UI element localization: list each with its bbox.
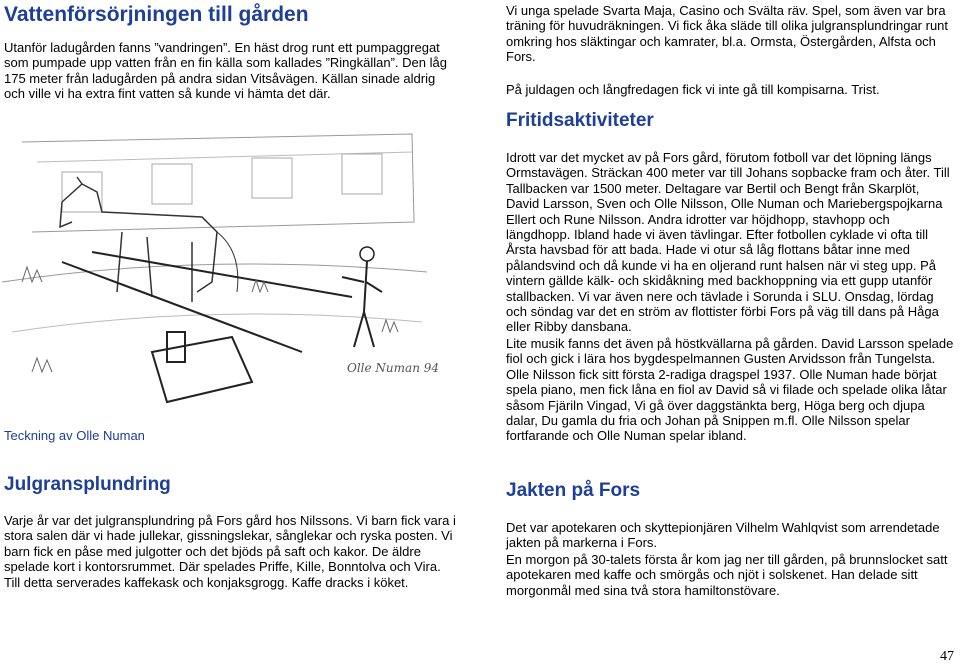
water-supply-text: Utanför ladugården fanns ”vandringen”. En häst drog runt ett pumpaggregat som pumpade upp vatten från en fin källa som kallades ”Ringkällan”. Den låg 175 meter från ladugården på andra sidan Vitsåvägen. Källan sinade aldrig och ville vi ha extra fint vatten så kunde vi hämta det där. [4, 40, 447, 102]
holiday-text: På juldagen och långfredagen fick vi inte gå till kompisarna. Trist. [506, 82, 880, 97]
christmas-party-heading: Julgransplundring [4, 474, 171, 495]
hunting-heading: Jakten på Fors [506, 480, 641, 501]
leisure-text: Idrott var det mycket av på Fors gård, förutom fotboll var det löpning längs Ormstavägen. Sträckan 400 meter var till Johans sopbacke fram och åter. Till Tallbacken var 1500 meter. Deltagare var Bertil och Bengt från Skarplöt, David Larsson, Sven och Olle Nilsson, Olle Numan och Mariebergspojkarna Ellert och Rune Nilsson. Andra idrotter var höjdhopp, stavhopp och längdhopp. Ibland hade vi även tävlingar. Efter fotbollen cyklade vi ofta till Årsta havsbad för att bada. Hade vi otur så låg flottans båtar inne med pålandsvind och då kunde vi ha en oljerand runt halsen när vi steg upp. På vintern gällde kälk- och skidåkning med backhoppning via ett gupp utanför stallbacken. Vi var även nere och tävlade i Sorunda i SLU. Onsdag, lördag och söndag var det en ström av flottister förbi Fors på väg till dans på Håga eller Ribby dansbana. [506, 150, 950, 335]
horse-pump-drawing [2, 132, 440, 422]
hunting-text-1: Det var apotekaren och skyttepionjären Vilhelm Wahlqvist som arrendetade jakten på markerna i Fors. [506, 520, 940, 551]
music-text: Lite musik fanns det även på höstkvällarna på gården. David Larsson spelade fiol och gick i lära hos bygdespelmannen Gusten Arvidsson från Tungelsta. Olle Nilsson fick sitt första 2-radiga dragspel 1937. Olle Numan hade börjat spela piano, men fick låna en fiol av David så vi filade och spelade olika låtar såsom Fjäriln Vingad, Vi gå över daggstänkta berg, Höga berg och djupa dalar, Du gamla du fria och Johan på Snippen m.fl. Olle Nilsson spelar fortfarande och Olle Numan spelar ibland. [506, 336, 954, 444]
hunting-text-2: En morgon på 30-talets första år kom jag ner till gården, på brunnslocket satt apotekaren med kaffe och smörgås och njöt i solskenet. Han delade sitt morgonmål med sina två stora hamiltonstövare. [506, 552, 948, 598]
page-title: Vattenförsörjningen till gården [4, 3, 309, 26]
page-number: 47 [940, 649, 954, 664]
drawing-signature: Olle Numan 94 [347, 361, 440, 375]
card-games-text: Vi unga spelade Svarta Maja, Casino och Svälta räv. Spel, som även var bra träning för huvudräkningen. Vi fick åka släde till olika julgransplundringar runt omkring hos släktingar och kamrater, bl.a. Ormsta, Östergården, Alfsta och Fors. [506, 3, 949, 65]
drawing-caption: Teckning av Olle Numan [4, 428, 145, 443]
leisure-heading: Fritidsaktiviteter [506, 110, 654, 131]
christmas-party-text: Varje år var det julgransplundring på Fors gård hos Nilssons. Vi barn fick vara i stora salen där vi hade jullekar, gissningslekar, sånglekar och ryska posten. Vi barn fick en påse med julgotter och det bjöds på saft och kakor. De äldre spelade kort i kontorsrummet. Där spelades Priffe, Kille, Bonntolva och Vira. Till detta serverades kaffekask och konjaksgrogg. Kaffe dracks i köket. [4, 513, 456, 590]
